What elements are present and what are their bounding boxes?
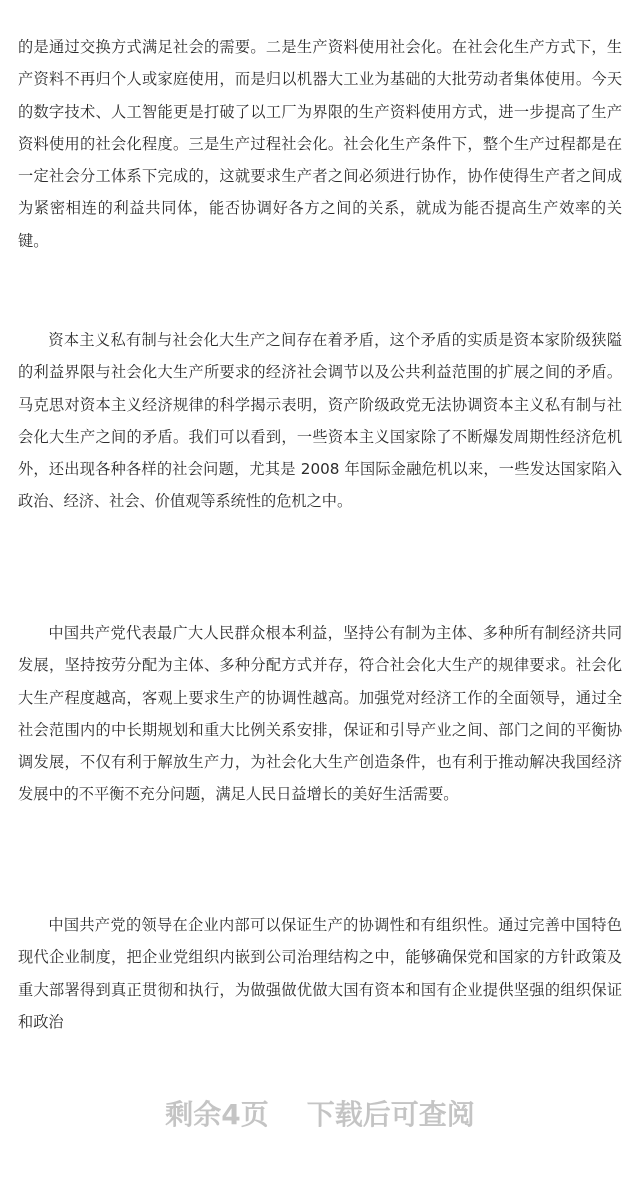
download-prompt[interactable]	[0, 1095, 640, 1135]
paragraph-1: 的是通过交换方式满足社会的需要。二是生产资料使用社会化。在社会化生产方式下，生产资料不再归个人或家庭使用，而是归以机器大工业为基础的大批劳动者集体使用。今天的数字技术、人工智能更是打破了以工厂为界限的生产资料使用方式，进一步提高了生产资料使用的社会化程度。三是生产过程社会化。社会化生产条件下，整个生产过程都是在一定社会分工体系下完成的，这就要求生产者之间必须进行协作，协作使得生产者之间成为紧密相连的利益共同体，能否协调好各方之间的关系，就成为能否提高生产效率的关键。	[18, 38, 622, 250]
paragraph-2: 资本主义私有制与社会化大生产之间存在着矛盾，这个矛盾的实质是资本家阶级狭隘的利益界限与社会化大生产所要求的经济社会调节以及公共利益范围的扩展之间的矛盾。马克思对资本主义经济规律的科学揭示表明，资产阶级政党无法协调资本主义私有制与社会化大生产之间的矛盾。我们可以看到，一些资本主义国家除了不断爆发周期性经济危机外，还出现各种各样的社会问题，尤其是 2008 年国际金融危机以来，一些发达国家陷入政治、经济、社会、价值观等系统性的危机之中。	[18, 331, 622, 511]
download-hint-text: 下载后可查阅	[306, 1098, 475, 1131]
paragraph-4: 中国共产党的领导在企业内部可以保证生产的协调性和有组织性。通过完善中国特色现代企业制度，把企业党组织内嵌到公司治理结构之中，能够确保党和国家的方针政策及重大部署得到真正贯彻和执行，为做强做优做大国有资本和国有企业提供坚强的组织保证和政治	[18, 916, 622, 1031]
paragraph-3: 中国共产党代表最广大人民群众根本利益，坚持公有制为主体、多种所有制经济共同发展，坚持按劳分配为主体、多种分配方式并存，符合社会化大生产的规律要求。社会化大生产程度越高，客观上要求生产的协调性越高。加强党对经济工作的全面领导，通过全社会范围内的中长期规划和重大比例关系安排，保证和引导产业之间、部门之间的平衡协调发展，不仅有利于解放生产力，为社会化大生产创造条件，也有利于推动解决我国经济发展中的不平衡不充分问题，满足人民日益增长的美好生活需要。	[18, 624, 622, 804]
remaining-pages-text: 剩余4页	[165, 1098, 269, 1131]
